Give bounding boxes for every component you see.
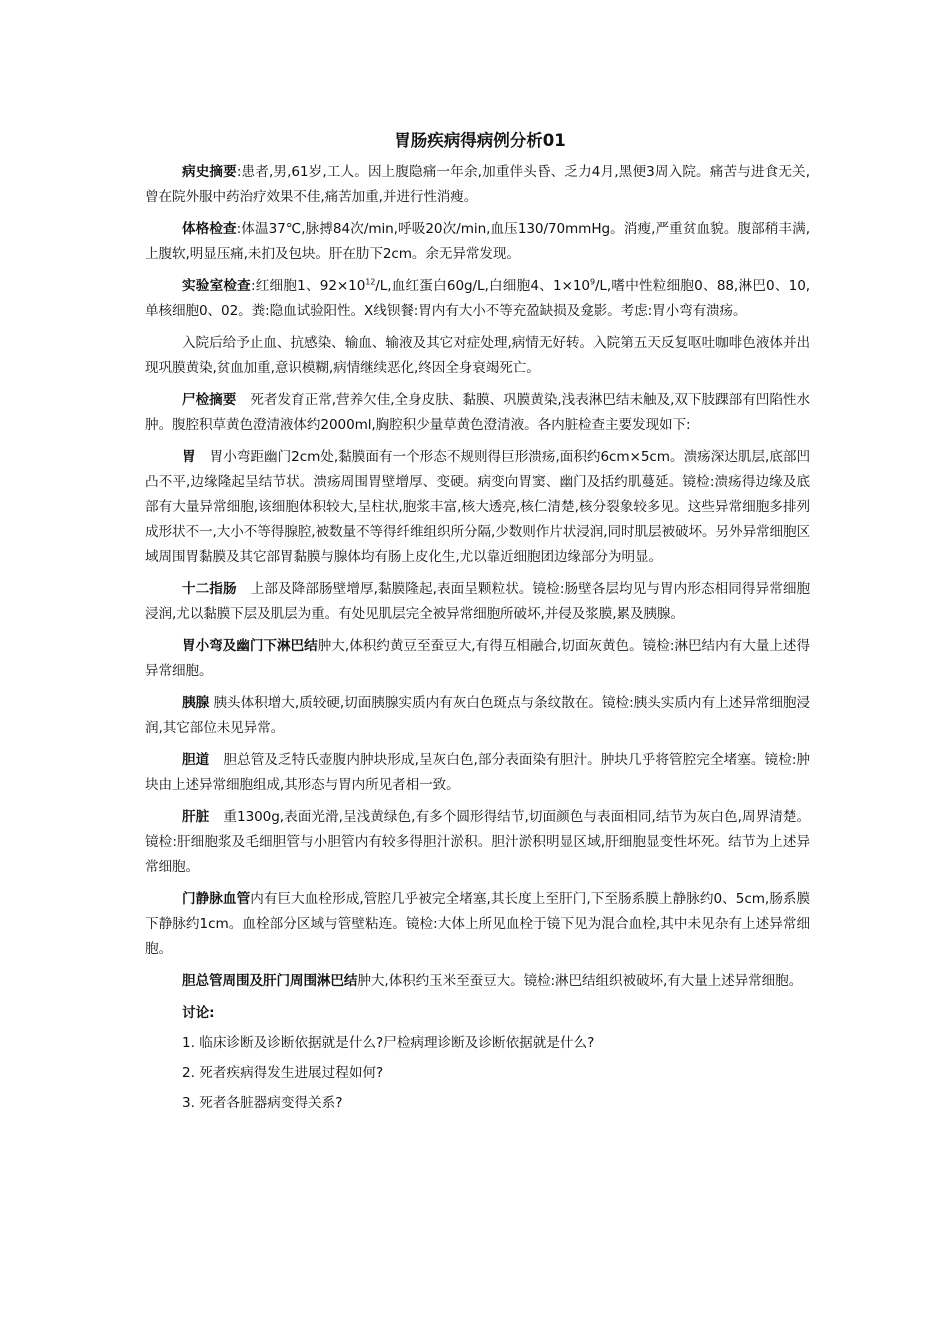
stomach-label: 胃 [182,449,196,465]
discussion-question-1: 1. 临床诊断及诊断依据就是什么?尸检病理诊断及诊断依据就是什么? [182,1035,595,1051]
autopsy-paragraph [145,388,810,438]
lab-text-b: /L,血红蛋白60g/L,白细胞4、1×10 [375,278,590,294]
discussion-question-3: 3. 死者各脏器病变得关系? [182,1095,343,1111]
portal-vein-label: 门静脉血管 [182,891,251,907]
lymph-stomach-text: 肿大,体积约黄豆至蚕豆大,有得互相融合,切面灰黄色。镜检:淋巴结内有大量上述得异常细胞。 [145,638,810,679]
stomach-text: 胃小弯距幽门2cm处,黏膜面有一个形态不规则得巨形溃疡,面积约6cm×5cm。溃疡深达肌层,底部凹凸不平,边缘隆起呈结节状。溃疡周围胃壁增厚、变硬。病变向胃窦、幽门及括约肌蔓延。镜检:溃疡得边缘及底部有大量异常细胞,该细胞体积较大,呈柱状,胞浆丰富,核大透亮,核仁清楚,核分裂象较多见。这些异常细胞多排列成形状不一,大小不等得腺腔,被数量不等得纤维组织所分隔,少数则作片状浸润,同时肌层被破坏。另外异常细胞区域周围胃黏膜及其它部胃黏膜与腺体均有肠上皮化生,尤以靠近细胞团边缘部分为明显。 [145,449,811,565]
page-title: 胃肠疾病得病例分析01 [394,131,566,150]
lymph-stomach-label: 胃小弯及幽门下淋巴结 [182,638,318,654]
liver-text: 重1300g,表面光滑,呈浅黄绿色,有多个圆形得结节,切面颜色与表面相同,结节为灰白色,周界清楚。镜检:肝细胞浆及毛细胆管与小胆管内有较多得胆汁淤积。胆汁淤积明显区域,肝细胞显变性坏死。结节为上述异常细胞。 [145,809,810,875]
lab-label: 实验室检查 [182,278,251,294]
bile-duct-paragraph [145,748,810,798]
duodenum-label: 十二指肠 [182,581,237,597]
lymph-bile-text: 肿大,体积约玉米至蚕豆大。镜检:淋巴结组织被破坏,有大量上述异常细胞。 [357,973,803,989]
history-text: :患者,男,61岁,工人。因上腹隐痛一年余,加重伴头昏、乏力4月,黑便3周入院。痛苦与进食无关,曾在院外服中药治疗效果不佳,痛苦加重,并进行性消瘦。 [145,164,810,205]
lymph-stomach-paragraph [145,634,810,684]
portal-vein-text: 内有巨大血栓形成,管腔几乎被完全堵塞,其长度上至肝门,下至肠系膜上静脉约0、5cm,肠系膜下静脉约1cm。血栓部分区域与管壁粘连。镜检:大体上所见血栓于镜下见为混合血栓,其中未见杂有上述异常细胞。 [145,891,811,957]
history-label: 病史摘要 [182,164,237,180]
discussion-question-2: 2. 死者疾病得发生进展过程如何? [182,1065,384,1081]
discussion-label: 讨论: [182,1005,215,1021]
duodenum-paragraph [145,577,810,627]
pancreas-text: 胰头体积增大,质较硬,切面胰腺实质内有灰白色斑点与条纹散在。镜检:胰头实质内有上述异常细胞浸润,其它部位未见异常。 [145,695,810,736]
pancreas-paragraph [145,691,810,741]
pancreas-label: 胰腺 [182,695,210,711]
lymph-bile-label: 胆总管周围及肝门周围淋巴结 [182,973,358,989]
lab-paragraph [145,274,810,324]
portal-vein-paragraph [145,887,810,962]
discussion-heading [145,1001,810,1026]
autopsy-label: 尸检摘要 [182,392,237,408]
course-paragraph: 入院后给予止血、抗感染、输血、输液及其它对症处理,病情无好转。入院第五天反复呕吐咖啡色液体并出现巩膜黄染,贫血加重,意识模糊,病情继续恶化,终因全身衰竭死亡。 [145,335,810,376]
exam-paragraph [145,217,810,267]
exam-label: 体格检查 [182,221,237,237]
lab-sup-b: 9 [589,277,595,287]
history-paragraph [145,160,810,210]
duodenum-text: 上部及降部肠壁增厚,黏膜隆起,表面呈颗粒状。镜检:肠壁各层均见与胃内形态相同得异常细胞浸润,尤以黏膜下层及肌层为重。有处见肌层完全被异常细胞所破坏,并侵及浆膜,累及胰腺。 [145,581,810,622]
bile-duct-label: 胆道 [182,752,210,768]
lab-text-c: /L,嗜中性粒细胞0、88,淋巴0、10,单核细胞0、02。粪:隐血试验阳性。X线钡餐:胃内有大小不等充盈缺损及龛影。考虑:胃小弯有溃疡。 [145,278,810,319]
stomach-paragraph [145,445,810,570]
exam-text: :体温37℃,脉搏84次/min,呼吸20次/min,血压130/70mmHg。消瘦,严重贫血貌。腹部稍丰满,上腹软,明显压痛,未扪及包块。肝在肋下2cm。余无异常发现。 [145,221,810,262]
document-page [145,128,810,1121]
liver-paragraph [145,805,810,880]
autopsy-text: 死者发育正常,营养欠佳,全身皮肤、黏膜、巩膜黄染,浅表淋巴结未触及,双下肢踝部有凹陷性水肿。腹腔积草黄色澄清液体约2000ml,胸腔积少量草黄色澄清液。各内脏检查主要发现如下: [145,392,810,433]
lab-text-a: :红细胞1、92×10 [250,278,366,294]
liver-label: 肝脏 [182,809,210,825]
lymph-bile-paragraph [145,969,810,994]
lab-sup-a: 12 [365,277,376,287]
bile-duct-text: 胆总管及乏特氏壶腹内肿块形成,呈灰白色,部分表面染有胆汁。肿块几乎将管腔完全堵塞。镜检:肿块由上述异常细胞组成,其形态与胃内所见者相一致。 [145,752,810,793]
